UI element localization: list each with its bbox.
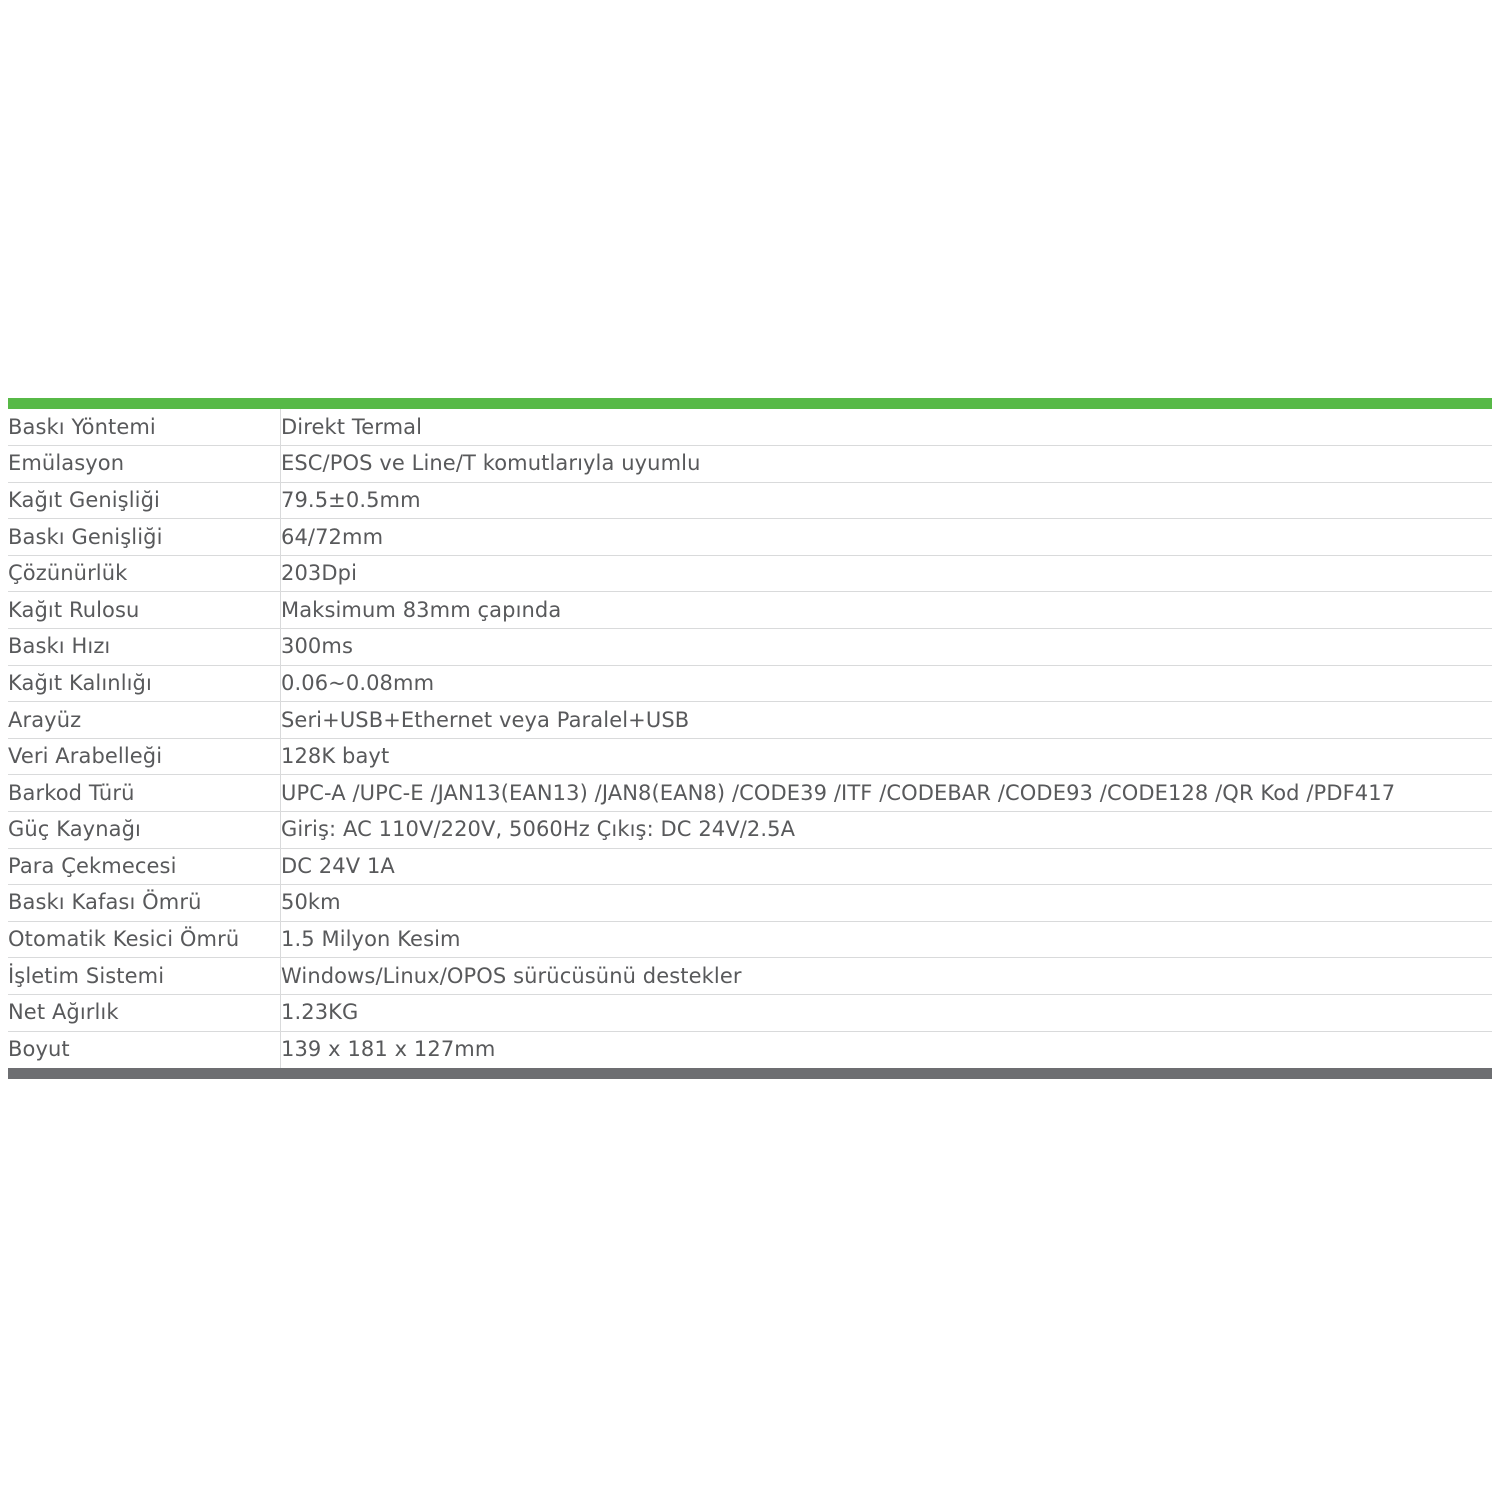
table-row <box>8 409 1492 446</box>
table-row <box>8 592 1492 629</box>
spec-key: İşletim Sistemi <box>8 958 281 995</box>
table-row <box>8 446 1492 483</box>
spec-value: 128K bayt <box>281 738 1493 775</box>
spec-key: Güç Kaynağı <box>8 812 281 849</box>
table-row <box>8 555 1492 592</box>
table-row <box>8 958 1492 995</box>
table-row <box>8 812 1492 849</box>
spec-key: Para Çekmecesi <box>8 848 281 885</box>
spec-key: Arayüz <box>8 702 281 739</box>
spec-value: Maksimum 83mm çapında <box>281 592 1493 629</box>
spec-key: Net Ağırlık <box>8 995 281 1032</box>
spec-key: Baskı Yöntemi <box>8 409 281 446</box>
spec-value: 139 x 181 x 127mm <box>281 1037 496 1062</box>
table-row <box>8 775 1492 812</box>
spec-key: Kağıt Rulosu <box>8 592 281 629</box>
table-row <box>8 665 1492 702</box>
table-row <box>8 995 1492 1032</box>
table-row <box>8 519 1492 556</box>
table-row <box>8 1031 1492 1068</box>
table-row <box>8 738 1492 775</box>
spec-value: UPC-A /UPC-E /JAN13(EAN13) /JAN8(EAN8) /CODE39 /ITF /CODEBAR /CODE93 /CODE128 /QR Kod /PDF417 <box>281 775 1493 812</box>
spec-key: Otomatik Kesici Ömrü <box>8 921 281 958</box>
spec-value: 1.23KG <box>281 995 1493 1032</box>
spec-value: Windows/Linux/OPOS sürücüsünü destekler <box>281 958 1493 995</box>
spec-key: Boyut <box>8 1031 281 1068</box>
spec-value: 50km <box>281 885 1493 922</box>
spec-value: Direkt Termal <box>281 409 1493 446</box>
spec-value: 300ms <box>281 629 1493 666</box>
table-row <box>8 848 1492 885</box>
bottom-accent-bar <box>8 1068 1492 1079</box>
table-row <box>8 629 1492 666</box>
table-row <box>8 482 1492 519</box>
spec-key: Baskı Genişliği <box>8 519 281 556</box>
table-row <box>8 702 1492 739</box>
spec-key: Emülasyon <box>8 446 281 483</box>
table-row <box>8 885 1492 922</box>
spec-value: 64/72mm <box>281 519 1493 556</box>
table-row <box>8 921 1492 958</box>
spec-value: ESC/POS ve Line/T komutlarıyla uyumlu <box>281 446 1493 483</box>
spec-value: 1.5 Milyon Kesim <box>281 921 1493 958</box>
spec-key: Baskı Hızı <box>8 629 281 666</box>
spec-key: Veri Arabelleği <box>8 738 281 775</box>
specifications-table-body <box>8 409 1492 1068</box>
spec-value: Seri+USB+Ethernet veya Paralel+USB <box>281 702 1493 739</box>
spec-value: Giriş: AC 110V/220V, 5060Hz Çıkış: DC 24V/2.5A <box>281 812 1493 849</box>
spec-value: 79.5±0.5mm <box>281 482 1493 519</box>
specifications-block <box>8 398 1492 1079</box>
spec-value: DC 24V 1A <box>281 848 1493 885</box>
spec-key: Baskı Kafası Ömrü <box>8 885 281 922</box>
specifications-table <box>8 409 1492 1068</box>
spec-key: Kağıt Genişliği <box>8 482 281 519</box>
top-accent-bar <box>8 398 1492 409</box>
spec-key: Çözünürlük <box>8 555 281 592</box>
spec-value: 203Dpi <box>281 555 1493 592</box>
spec-value: 0.06~0.08mm <box>281 665 1493 702</box>
spec-key: Kağıt Kalınlığı <box>8 665 281 702</box>
spec-key: Barkod Türü <box>8 775 281 812</box>
